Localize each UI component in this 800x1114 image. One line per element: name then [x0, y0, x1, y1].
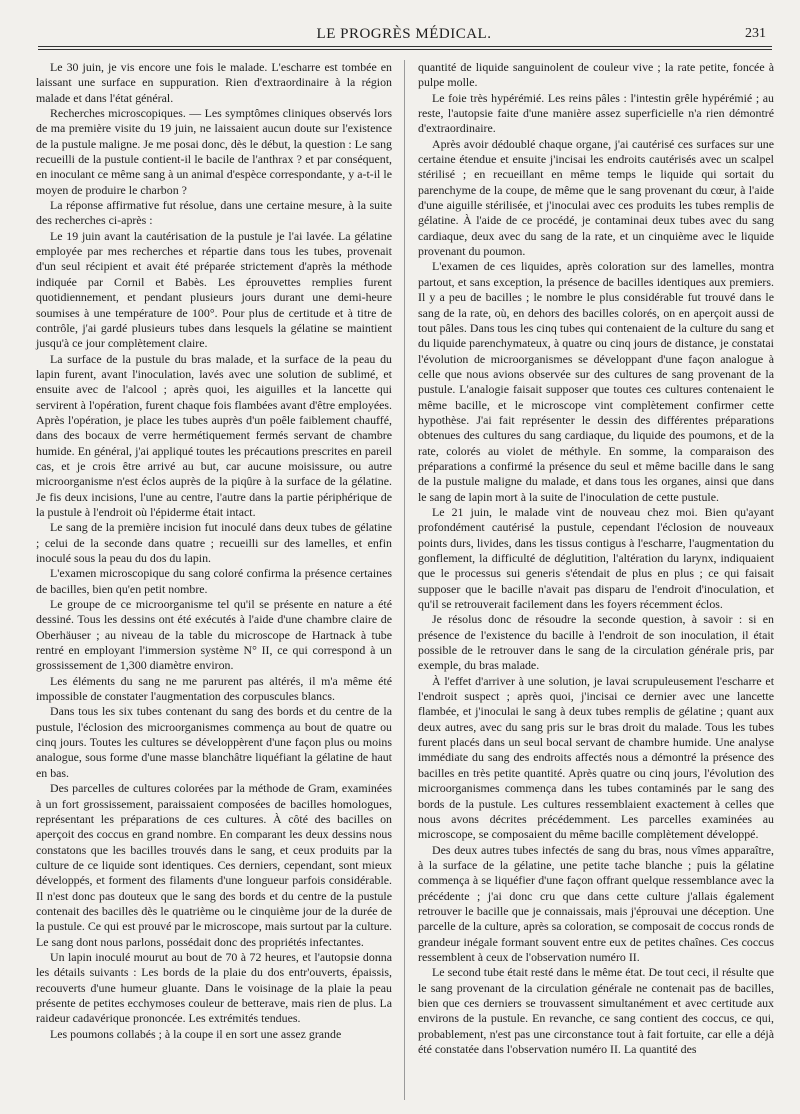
paragraph: Le 30 juin, je vis encore une fois le malade. L'escharre est tombée en laissant une surface en suppuration. Rien d'extraordinaire à la région malade et dans l'état général.	[36, 60, 392, 105]
paragraph: Le 21 juin, le malade vint de nouveau chez moi. Bien qu'ayant profondément cautérisé la pustule, cependant l'éclosion de nouveaux points durs, livides, dans les tissus contigus à l'escharre, l'augmentation du gonflement, la difficulté de déglutition, l'altération du larynx, indiquaient que le processus sui generis s'étendait de plus en plus ; ce qui faisait supposer que le bacille n'avait pas disparu de l'endroit d'inoculation, et qu'il se retrouverait facilement dans les foyers récemment éclos.	[418, 504, 774, 612]
paragraph: Le second tube était resté dans le même état. De tout ceci, il résulte que le sang provenant de la circulation générale ne contenait pas de bacilles, bien que ces derniers se trouvassent simultanément et avec certitude aux environs de la pustule. En revanche, ce sang contient des coccus, ce qui, probablement, n'est pas une circonstance tout à fait fortuite, car elle a déjà été constatée dans l'observation numéro II. La quantité des	[418, 965, 774, 1056]
paragraph: La réponse affirmative fut résolue, dans une certaine mesure, à la suite des recherches ci-après :	[36, 198, 392, 228]
paragraph: Je résolus donc de résoudre la seconde question, à savoir : si en présence de l'existence du bacille à l'endroit de son inoculation, il était possible de le retrouver dans le sang de la circulation générale pris, par exemple, du bras malade.	[418, 612, 774, 673]
paragraph: Un lapin inoculé mourut au bout de 70 à 72 heures, et l'autopsie donna les détails suivants : Les bords de la plaie du dos entr'ouverts, épaissis, recouverts d'une humeur gluante. Dans le voisinage de la plaie la peau présente de petites ecchymoses couleur de betterave, mais rien de plus. La raideur cadavérique prononcée. Les extrémités tendues.	[36, 949, 392, 1026]
paragraph: Les poumons collabés ; à la coupe il en sort une assez grande	[50, 1026, 342, 1041]
header-rule	[38, 46, 772, 50]
running-title: LE PROGRÈS MÉDICAL.	[316, 26, 492, 42]
paragraph: L'examen microscopique du sang coloré confirma la présence certaines de bacilles, bien qu'en petit nombre.	[36, 566, 392, 596]
page-number: 231	[745, 26, 766, 41]
paragraph: Les éléments du sang ne me parurent pas altérés, il m'a même été impossible de constater l'augmentation des corpuscules blancs.	[36, 673, 392, 704]
paragraph: Après avoir dédoublé chaque organe, j'ai cautérisé ces surfaces sur une certaine étendue et ensuite j'incisai les endroits cautérisés avec un scalpel stérilisé ; en recueillant en même temps le liquide qui sortait du parenchyme de la coupe, de même que le sang provenant du cœur, à l'aide d'une aiguille stérilisée, et j'inoculai avec ces produits les tubes remplis de gélatine. À l'aide de ce procédé, je contaminai deux tubes avec du sang cardiaque, deux avec du sang de la rate, et un cinquième avec le liquide provenant du poumon.	[418, 136, 774, 259]
paragraph: Recherches microscopiques. — Les symptômes cliniques observés lors de ma première visite du 19 juin, ne laissaient aucun doute sur l'existence de la pustule maligne. Je me posai donc, dès le début, la question : Le sang recueilli de la pustule contient-il le bacile de l'anthrax ? et par conséquent, en inoculant ce même sang à un animal d'espèce correspondante, y a-t-il le moyen de produire le charbon ?	[36, 106, 392, 197]
paragraph: quantité de liquide sanguinolent de couleur vive ; la rate petite, foncée à pulpe molle.	[418, 60, 774, 90]
paragraph: Le 19 juin avant la cautérisation de la pustule je l'ai lavée. La gélatine employée par mes recherches et répartie dans tous les tubes, provenait d'un seul récipient et avait été préparée strictement d'après la méthode indiquée par Cornil et Babès. Les éprouvettes remplies furent quotidiennement, et pendant plusieurs jours durant une demi-heure soumises à une température de 100°. Pour plus de certitude et à titre de contrôle, j'ai gardé plusieurs tubes dans lesquels la gélatine se maintient jusqu'à ce jour complètement claire.	[36, 228, 392, 351]
paragraph: Le foie très hypérémié. Les reins pâles : l'intestin grêle hypérémié ; au reste, l'autopsie faite d'une manière assez superficielle n'a rien démontré d'extraordinaire.	[418, 90, 774, 136]
paragraph: Le sang de la première incision fut inoculé dans deux tubes de gélatine ; celui de la seconde dans quatre ; recueilli sur des lamelles, et enfin inoculé sous la peau du dos du lapin.	[36, 520, 392, 565]
paragraph: Des deux autres tubes infectés de sang du bras, nous vîmes apparaître, à la surface de la gélatine, une petite tache blanche ; puis la gélatine commença à se liquéfier d'une façon offrant quelque ressemblance avec la précédente ; j'ai donc cru que dans cette culture j'allais également retrouver le bacille que je connaissais, mais j'éprouvai une déception. Une parcelle de la culture, après sa coloration, se composait de coccus ronds de grandeur inégale formant souvent entre eux de petites chaînes. Ces coccus ressemblent à ceux de l'observation numéro II.	[418, 842, 774, 964]
column-divider	[404, 60, 405, 1100]
paragraph: À l'effet d'arriver à une solution, je lavai scrupuleusement l'escharre et l'endroit suspect ; après quoi, j'incisai ce dernier avec une lancette flambée, et j'inoculai le sang à deux tubes remplis de gélatine ; quant aux deux autres, avec du sang pris sur le bras droit du malade. Tous les tubes furent placés dans un seul bocal servant de chambre humide. Une analyse immédiate du sang des endroits affectés nous a démontré la présence des bacilles en très petite quantité. Après quatre ou cinq jours, l'évolution des microorganismes commença dans les tubes contaminés par le sang des bords de la pustule. Les cultures ressemblaient exactement à celles que nous avons décrites précédemment. Les parcelles examinées au microscope, se composaient du même bacille complètement développé.	[418, 673, 774, 842]
page-header	[38, 22, 770, 46]
paragraph: Dans tous les six tubes contenant du sang des bords et du centre de la pustule, l'éclosion des microorganismes commença au bout de quatre ou cinq jours. Toutes les cultures se développèrent d'une façon plus ou moins analogue, sous forme d'une masse blanchâtre liquéfiant la gélatine de haut en bas.	[36, 704, 392, 780]
left-column	[36, 60, 392, 1042]
paragraph: Le groupe de ce microorganisme tel qu'il se présente en nature a été dessiné. Tous les dessins ont été exécutés à l'aide d'une chambre claire de Oberhäuser ; au niveau de la table du microscope de Hartnack à tube rentré en employant l'immersion système N° II, ce qui correspond à un grossissement de 1,300 diamètre environ.	[36, 597, 392, 673]
right-column	[418, 60, 774, 1057]
paragraph: L'examen de ces liquides, après coloration sur des lamelles, montra partout, et sans exception, la présence de bacilles identiques aux premiers. Il y a peu de bacilles ; le nombre le plus considérable fut trouvé dans le sang de la rate, où, en dehors des bacilles colorés, on en aperçoit aussi de tout pâles. Dans tous les cinq tubes qui contenaient de la culture du sang et du liquide parenchymateux, à quatre ou cinq jours de distance, je constatai l'évolution de microorganismes se développant d'une façon analogue à celle que nous avions observée sur des cultures de sang provenant de la pustule. L'analogie faisait supposer que toutes ces cultures contenaient le même bacille, et le microscope vint complètement confirmer cette hypothèse. J'ai fait représenter le dessin des différentes préparations obtenues des cultures du sang cardiaque, du liquide des poumons, et de la rate, colorés au violet de méthyle. En somme, la comparaison des préparations a confirmé la présence du seul et même bacille dans le sang de la pustule maligne du malade, et dans tous les organes, ainsi que dans le sang de lapin mort à la suite de l'inoculation de cette pustule.	[418, 259, 774, 504]
paragraph: Des parcelles de cultures colorées par la méthode de Gram, examinées à un fort grossissement, paraissaient composées de bacilles homologues, représentant les préparations de ces cultures. À côté des bacilles on aperçoit des coccus en grand nombre. En comparant les deux dessins nous constatons que les bacilles trouvés dans le sang, et ceux produits par la culture de ce liquide sont identiques. Ces derniers, cependant, sont mieux développés, et forment des filaments d'une longueur parfois considérable. Il n'est donc pas douteux que le sang des bords et du centre de la pustule contenait des bacilles dès le quatrième ou le cinquième jour de la durée de la pustule. Ce qui est prouvé par le microscope, mais surtout par la culture. Le sang dont nous parlons, possédait donc des propriétés infectantes.	[36, 781, 392, 949]
paragraph: La surface de la pustule du bras malade, et la surface de la peau du lapin furent, avant l'inoculation, lavés avec une solution de sublimé, et ensuite avec de l'alcool ; après quoi, les aiguilles et la lancette qui servirent à l'opération, furent chaque fois flambées avant d'être employées. Après l'opération, je place les tubes auprès d'un poêle faiblement chauffé, dans des bocaux de verre hermétiquement fermés servant de chambre humide. En général, j'ai appliqué toutes les précautions prescrites en pareil cas, et je crois être arrivé au but, car aucune moisissure, ou autre microorganisme n'est éclos auprès de la piqûre à la surface de la gélatine. Je fis deux incisions, l'une au centre, l'autre dans la partie périphérique de la pustule à l'endroit où l'épiderme était intact.	[36, 351, 392, 519]
